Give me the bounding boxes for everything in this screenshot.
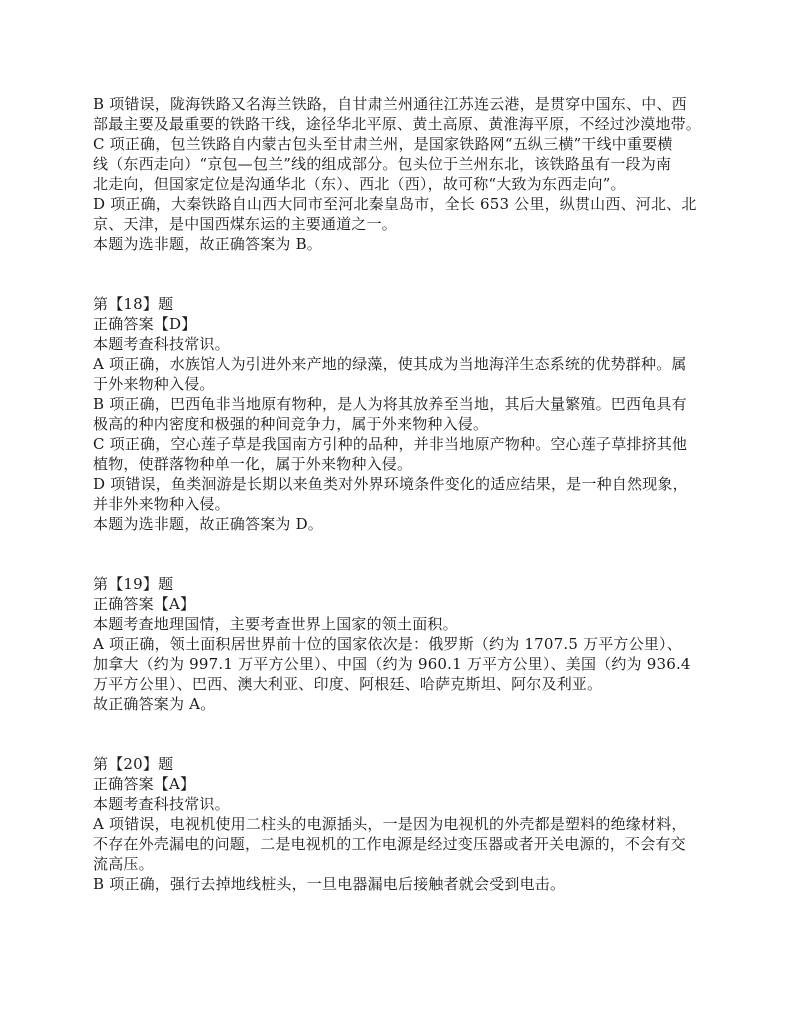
question-20 <box>93 754 733 894</box>
paragraph-line: A 项正确，水族馆人为引进外来产地的绿藻，使其成为当地海洋生态系统的优势群种。属 <box>93 355 687 373</box>
paragraph-line: A 项正确，领土面积居世界前十位的国家依次是：俄罗斯（约为 1707.5 万平方公里）、 <box>93 635 682 653</box>
paragraph-line: 加拿大（约为 997.1 万平方公里）、中国（约为 960.1 万平方公里）、美国（约为 936.4 <box>93 655 691 673</box>
paragraph-line: D 项错误，鱼类洄游是长期以来鱼类对外界环境条件变化的适应结果，是一种自然现象， <box>93 475 688 493</box>
document-page <box>93 94 733 894</box>
paragraph-line: 本题考查地理国情，主要考查世界上国家的领土面积。 <box>93 615 458 633</box>
question-19 <box>93 574 733 714</box>
section-17-continuation <box>93 94 733 254</box>
correct-answer: 正确答案【D】 <box>93 315 197 333</box>
paragraph-line: 并非外来物种入侵。 <box>93 495 230 513</box>
paragraph-line: 北走向，但国家定位是沟通华北（东）、西北（西），故可称“大致为东西走向”。 <box>93 175 626 193</box>
paragraph-line: 流高压。 <box>93 855 154 873</box>
paragraph-line: 本题考查科技常识。 <box>93 335 230 353</box>
paragraph-line: 植物，使群落物种单一化，属于外来物种入侵。 <box>93 455 413 473</box>
question-title: 第【18】题 <box>93 295 174 313</box>
paragraph-line: A 项错误，电视机使用二柱头的电源插头，一是因为电视机的外壳都是塑料的绝缘材料， <box>93 815 687 833</box>
paragraph-line: C 项正确，空心莲子草是我国南方引种的品种，并非当地原产物种。空心莲子草排挤其他 <box>93 435 688 453</box>
conclusion-line: 本题为选非题，故正确答案为 B。 <box>93 235 322 253</box>
paragraph-line: 于外来物种入侵。 <box>93 375 215 393</box>
conclusion-line: 本题为选非题，故正确答案为 D。 <box>93 515 323 533</box>
conclusion-line: 故正确答案为 A。 <box>93 695 216 713</box>
paragraph-line: D 项正确，大秦铁路自山西大同市至河北秦皇岛市，全长 653 公里，纵贯山西、河北、北 <box>93 195 697 213</box>
paragraph-line: B 项正确，强行去掉地线桩头，一旦电器漏电后接触者就会受到电击。 <box>93 875 566 893</box>
paragraph-line: 京、天津，是中国西煤东运的主要通道之一。 <box>93 215 398 233</box>
correct-answer: 正确答案【A】 <box>93 595 196 613</box>
paragraph-line: 部最主要及最重要的铁路干线，途径华北平原、黄土高原、黄淮海平原，不经过沙漠地带。 <box>93 115 702 133</box>
paragraph-line: C 项正确，包兰铁路自内蒙古包头至甘肃兰州，是国家铁路网“五纵三横”干线中重要横 <box>93 135 673 153</box>
question-title: 第【19】题 <box>93 575 174 593</box>
paragraph-line: 不存在外壳漏电的问题，二是电视机的工作电源是经过变压器或者开关电源的，不会有交 <box>93 835 686 853</box>
question-title: 第【20】题 <box>93 755 174 773</box>
paragraph-line: 极高的种内密度和极强的种间竞争力，属于外来物种入侵。 <box>93 415 489 433</box>
paragraph-line: 线（东西走向）“京包—包兰”线的组成部分。包头位于兰州东北，该铁路虽有一段为南 <box>93 155 672 173</box>
paragraph-line: 万平方公里）、巴西、澳大利亚、印度、阿根廷、哈萨克斯坦、阿尔及利亚。 <box>93 675 603 693</box>
question-18 <box>93 294 733 534</box>
paragraph-line: B 项正确，巴西龟非当地原有物种，是人为将其放养至当地，其后大量繁殖。巴西龟具有 <box>93 395 687 413</box>
paragraph-line: 本题考查科技常识。 <box>93 795 230 813</box>
correct-answer: 正确答案【A】 <box>93 775 196 793</box>
paragraph-line: B 项错误，陇海铁路又名海兰铁路，自甘肃兰州通往江苏连云港，是贯穿中国东、中、西 <box>93 95 687 113</box>
